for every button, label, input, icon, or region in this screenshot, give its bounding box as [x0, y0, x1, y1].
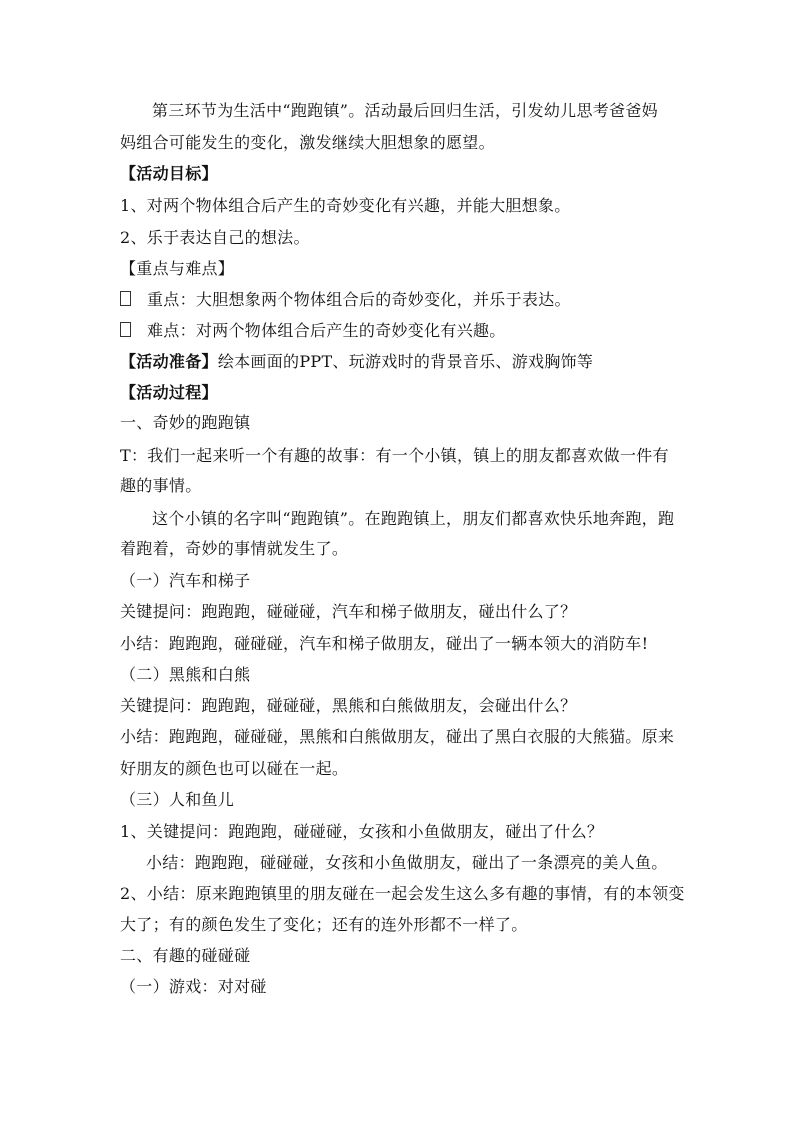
subsection-person-and-fish: （三）人和鱼儿	[120, 790, 235, 809]
teacher-line-2: 趣的事情。	[120, 476, 202, 495]
goal-item-1: 1、对两个物体组合后产生的奇妙变化有兴趣，并能大胆想象。	[120, 196, 571, 215]
intro-paragraph-line-1: 第三环节为生活中“跑跑镇”。活动最后回归生活，引发幼儿思考爸爸妈	[152, 101, 658, 120]
story-line-1: 这个小镇的名字叫“跑跑镇”。在跑跑镇上，朋友们都喜欢快乐地奔跑，跑	[152, 509, 675, 528]
summary-3: 小结：跑跑跑，碰碰碰，女孩和小鱼做朋友，碰出了一条漂亮的美人鱼。	[146, 853, 668, 872]
intro-paragraph-line-2: 妈组合可能发生的变化，激发继续大胆想象的愿望。	[120, 133, 495, 152]
question-2: 关键提问：跑跑跑，碰碰碰，黑熊和白熊做朋友，会碰出什么？	[120, 696, 577, 715]
summary-1: 小结：跑跑跑，碰碰碰，汽车和梯子做朋友，碰出了一辆本领大的消防车!	[120, 634, 649, 653]
section-heading-2: 二、有趣的碰碰碰	[120, 946, 251, 965]
key-point-item	[120, 290, 571, 310]
heading-key-and-difficult-points: 【重点与难点】	[120, 259, 235, 278]
heading-activity-preparation: 【活动准备】	[120, 352, 218, 371]
subsection-car-and-ladder: （一）汽车和梯子	[120, 571, 251, 590]
bullet-box-icon	[120, 291, 131, 306]
question-1: 关键提问：跑跑跑，碰碰碰，汽车和梯子做朋友，碰出什么了？	[120, 602, 577, 621]
summary-4-line-2: 大了；有的颜色发生了变化；还有的连外形都不一样了。	[120, 915, 528, 934]
difficult-point-text: 难点：对两个物体组合后产生的奇妙变化有兴趣。	[147, 321, 506, 340]
teacher-line-1: T：我们一起来听一个有趣的故事：有一个小镇，镇上的朋友都喜欢做一件有	[120, 446, 669, 465]
key-point-text: 重点：大胆想象两个物体组合后的奇妙变化，并乐于表达。	[147, 290, 571, 309]
subsection-black-and-white-bear: （二）黑熊和白熊	[120, 665, 251, 684]
activity-preparation-line	[120, 352, 593, 372]
difficult-point-item	[120, 321, 506, 341]
section-heading-1: 一、奇妙的跑跑镇	[120, 413, 251, 432]
summary-4-line-1: 2、小结：原来跑跑镇里的朋友碰在一起会发生这么多有趣的事情，有的本领变	[120, 884, 685, 903]
subsection-game: （一）游戏：对对碰	[120, 977, 267, 996]
heading-activity-process: 【活动过程】	[120, 383, 218, 402]
question-3: 1、关键提问：跑跑跑，碰碰碰，女孩和小鱼做朋友，碰出了什么？	[120, 822, 604, 841]
heading-activity-goals: 【活动目标】	[120, 164, 218, 183]
story-line-2: 着跑着，奇妙的事情就发生了。	[120, 539, 349, 558]
bullet-box-icon	[120, 322, 131, 337]
preparation-text: 绘本画面的PPT、玩游戏时的背景音乐、游戏胸饰等	[217, 352, 594, 371]
summary-2-line-2: 好朋友的颜色也可以碰在一起。	[120, 759, 349, 778]
goal-item-2: 2、乐于表达自己的想法。	[120, 228, 310, 247]
summary-2-line-1: 小结：跑跑跑，碰碰碰，黑熊和白熊做朋友，碰出了黑白衣服的大熊猫。原来	[120, 727, 675, 746]
